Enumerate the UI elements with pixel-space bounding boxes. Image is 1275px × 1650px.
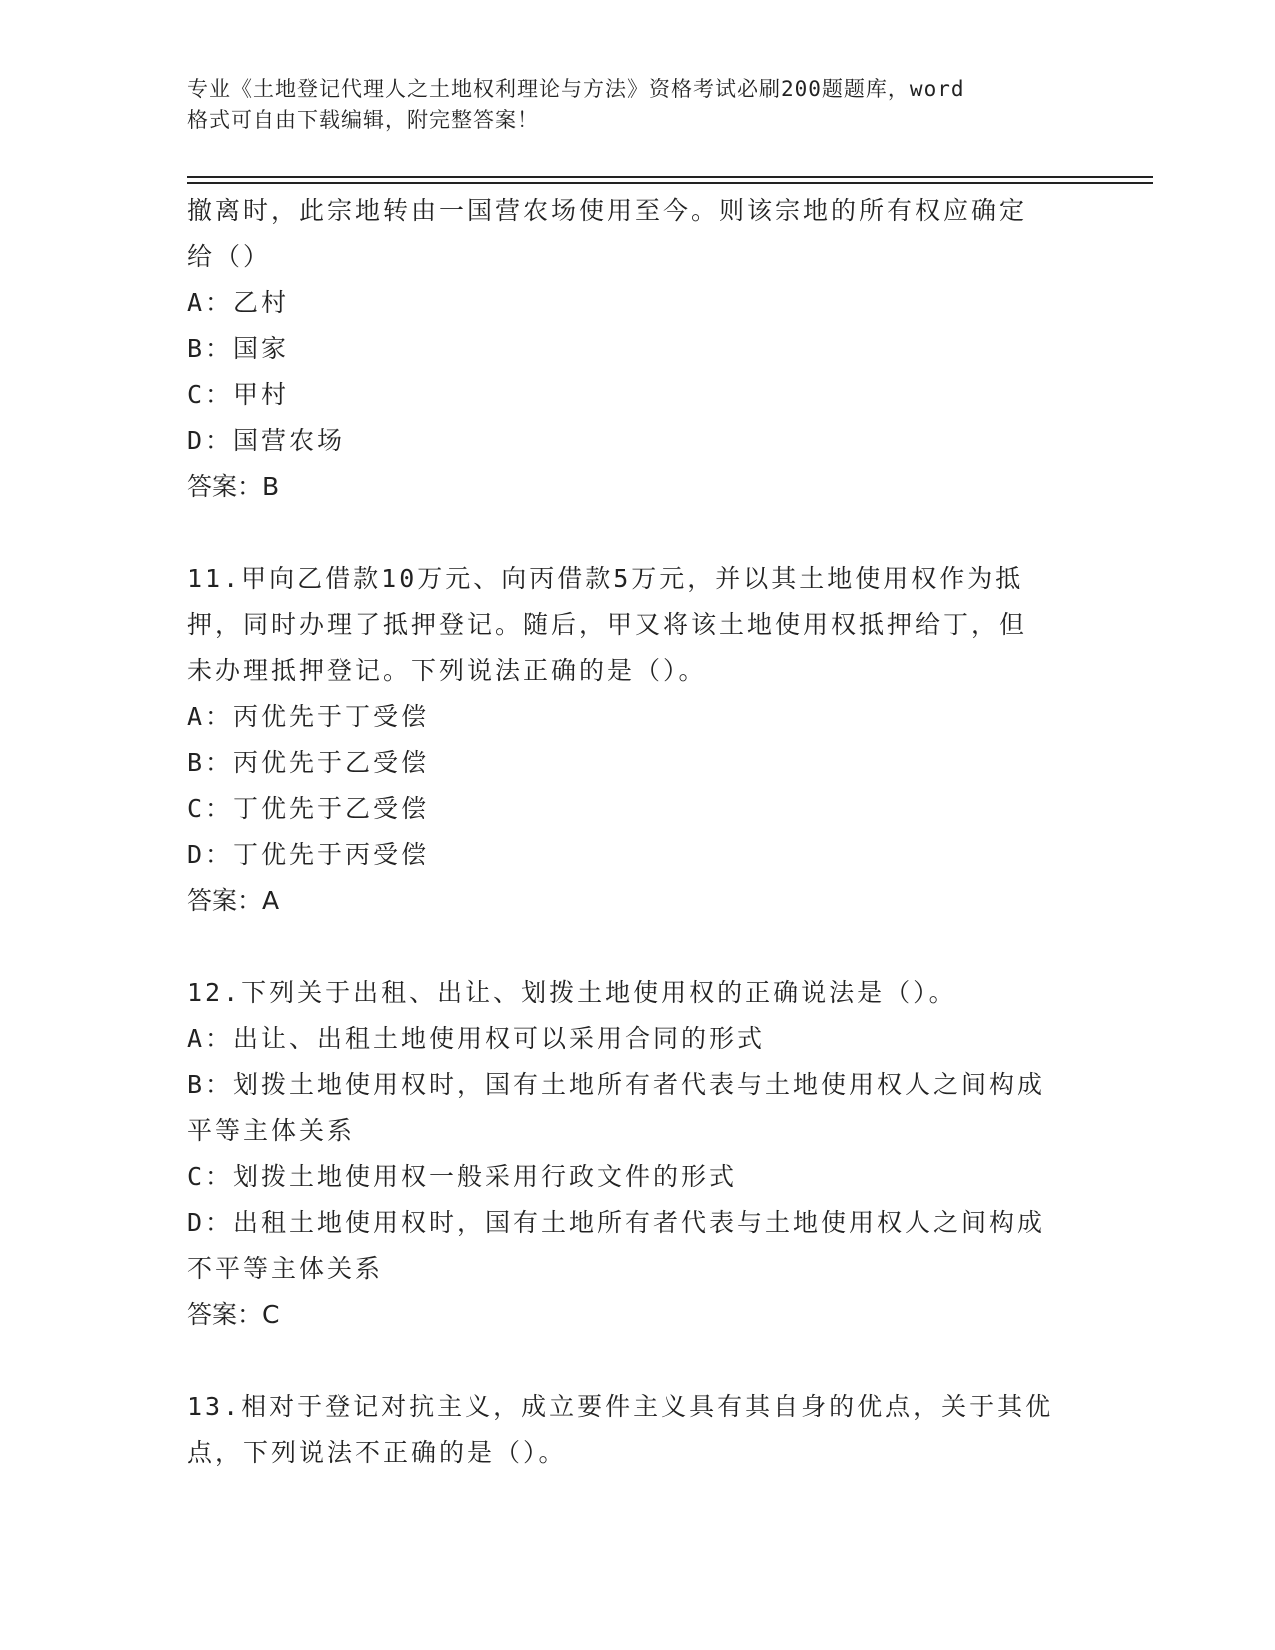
option-b: B：国家 [187,334,290,363]
option-c: C：划拨土地使用权一般采用行政文件的形式 [187,1162,738,1191]
question-stem-line: 押，同时办理了抵押登记。随后，甲又将该土地使用权抵押给丁，但 [187,610,1028,639]
header-line-1: 专业《土地登记代理人之土地权利理论与方法》资格考试必刷200题题库，word [187,77,965,101]
header-line-2: 格式可自由下载编辑，附完整答案！ [187,108,539,132]
option-a: A：乙村 [187,288,290,317]
answer-label: 答案：A [187,886,280,915]
question-stem-line: 13.相对于登记对抗主义，成立要件主义具有其自身的优点，关于其优 [187,1392,1054,1421]
header-divider-bottom [187,182,1153,184]
question-stem-line: 撤离时，此宗地转由一国营农场使用至今。则该宗地的所有权应确定 [187,196,1028,225]
question-13 [187,1384,1087,1476]
header-divider-top [187,176,1153,178]
option-b-continued: 平等主体关系 [187,1116,356,1145]
question-stem-line: 未办理抵押登记。下列说法正确的是（）。 [187,656,707,685]
option-a: A：丙优先于丁受偿 [187,702,430,731]
question-10 [187,188,1087,510]
option-c: C：丁优先于乙受偿 [187,794,430,823]
question-12 [187,970,1087,1338]
question-stem-line: 点，下列说法不正确的是（）。 [187,1438,567,1467]
question-spacer [187,1338,1087,1384]
option-d: D：国营农场 [187,426,346,455]
question-spacer [187,924,1087,970]
question-stem-line: 给（） [187,242,272,271]
question-stem-line: 11.甲向乙借款10万元、向丙借款5万元，并以其土地使用权作为抵 [187,564,1024,593]
option-d-continued: 不平等主体关系 [187,1254,384,1283]
question-spacer [187,510,1087,556]
option-d: D：出租土地使用权时，国有土地所有者代表与土地使用权人之间构成 [187,1208,1046,1237]
question-11 [187,556,1087,924]
answer-label: 答案：C [187,1300,280,1329]
option-a: A：出让、出租土地使用权可以采用合同的形式 [187,1024,766,1053]
answer-label: 答案：B [187,472,280,501]
option-d: D：丁优先于丙受偿 [187,840,430,869]
question-content [187,188,1087,1476]
document-header [187,74,1067,136]
option-b: B：划拨土地使用权时，国有土地所有者代表与土地使用权人之间构成 [187,1070,1046,1099]
question-stem-line: 12.下列关于出租、出让、划拨土地使用权的正确说法是（）。 [187,978,957,1007]
option-b: B：丙优先于乙受偿 [187,748,430,777]
option-c: C：甲村 [187,380,290,409]
